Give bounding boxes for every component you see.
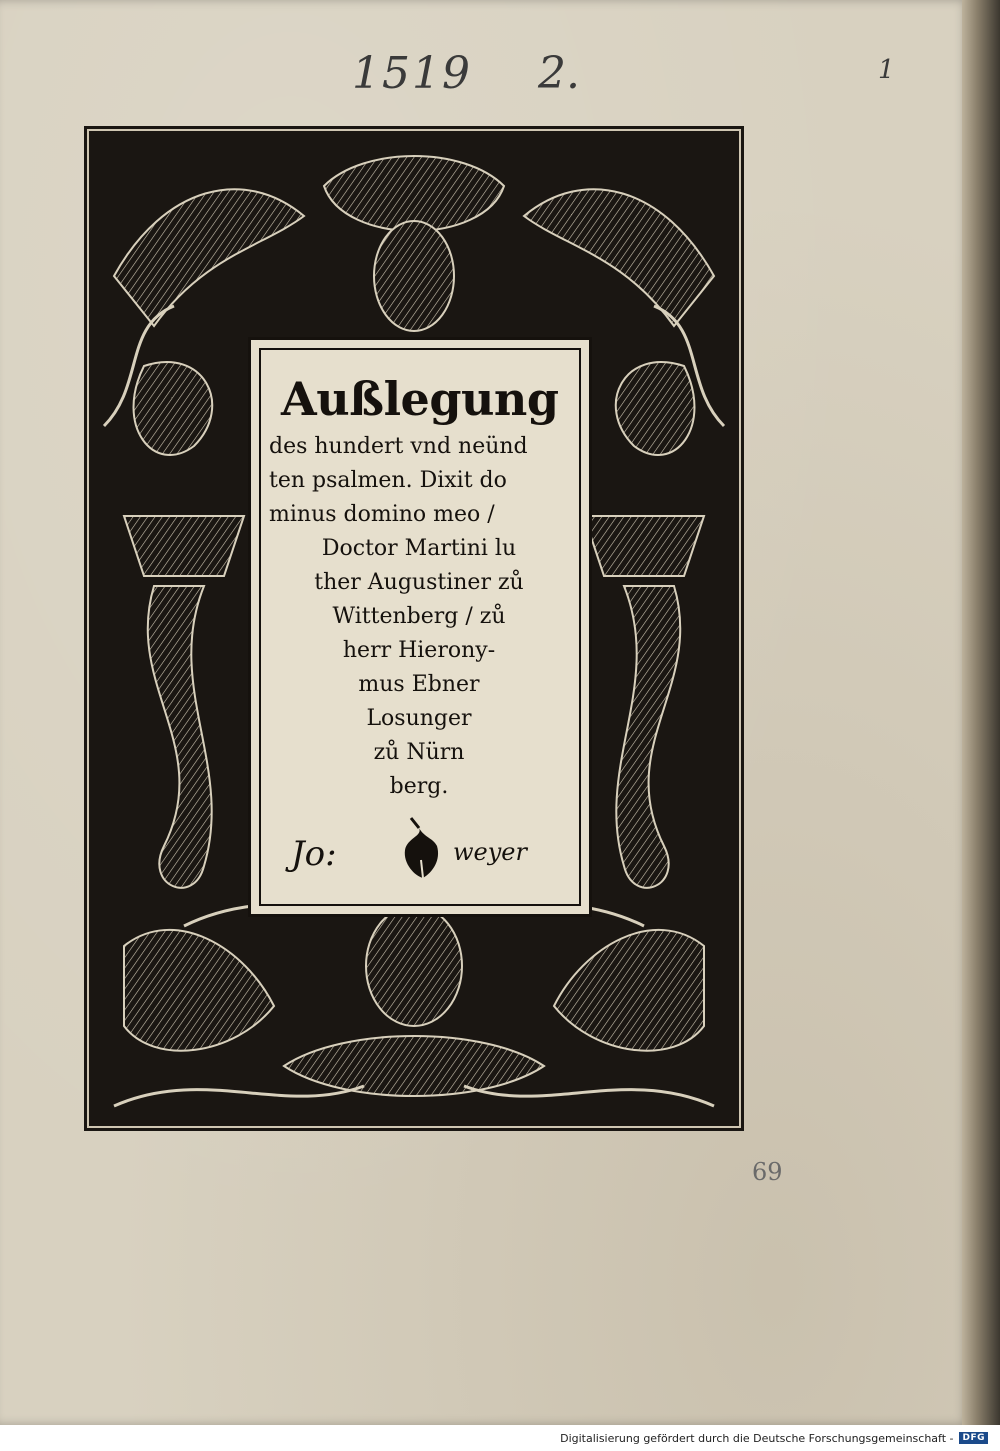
title-line: Wittenberg / zů (332, 604, 506, 629)
title-line: zů Nürn (373, 740, 465, 765)
title-block (269, 368, 569, 804)
title-line: Doctor Martini lu (321, 536, 517, 561)
digitization-footer (0, 1425, 1000, 1451)
title-line: Losunger (366, 706, 472, 731)
title-line: ten psalmen. Dixit do (269, 468, 507, 493)
leaf-mark-icon (397, 816, 447, 882)
book-fore-edge (962, 0, 1000, 1425)
title-line: ther Augustiner zů (314, 570, 524, 595)
handwritten-page-mark: 1 (878, 55, 895, 85)
title-line: minus domino meo / (269, 502, 495, 527)
title-line: mus Ebner (358, 672, 480, 697)
title-cartouche (248, 337, 592, 917)
signature-name: weyer (453, 838, 527, 866)
title-line: herr Hierony- (342, 638, 496, 663)
owner-signature (275, 816, 575, 886)
title-main: Außlegung (281, 372, 559, 426)
signature-prefix: Jo: (291, 834, 337, 874)
pencil-folio-number: 69 (752, 1158, 783, 1186)
title-line: des hundert vnd neünd (269, 434, 528, 459)
title-line: berg. (389, 774, 449, 799)
handwritten-year: 1519 (352, 48, 472, 99)
handwritten-number: 2. (538, 48, 580, 99)
dfg-logo-icon: DFG (959, 1432, 988, 1444)
footer-credit: Digitalisierung gefördert durch die Deutsche Forschungsgemeinschaft - (560, 1431, 954, 1445)
